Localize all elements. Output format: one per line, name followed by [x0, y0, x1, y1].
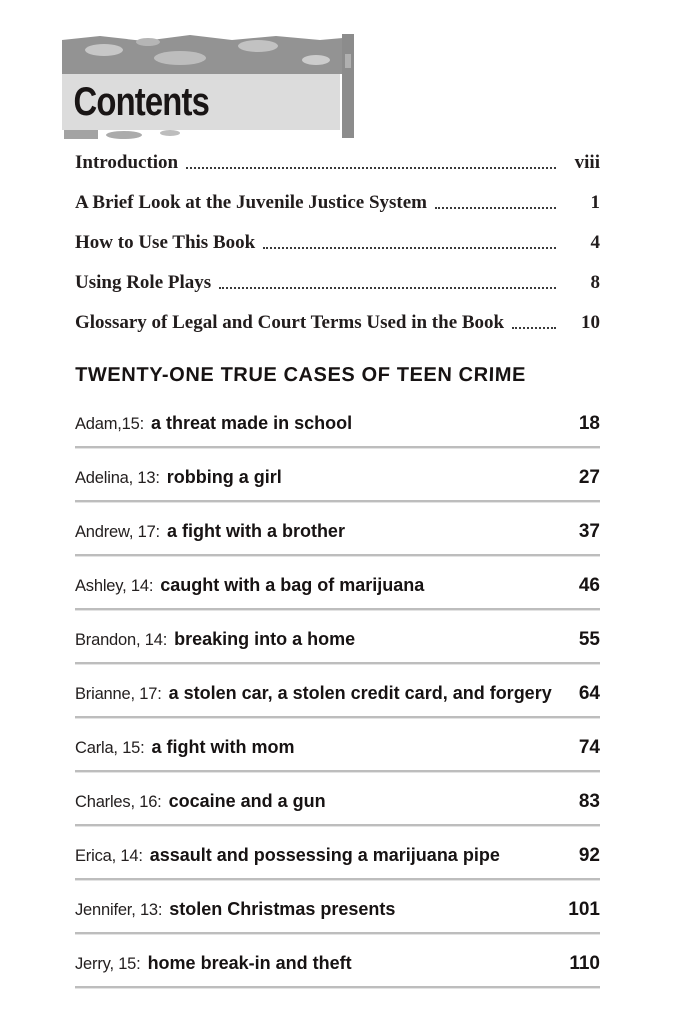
case-page: 101: [568, 899, 600, 920]
case-name: Charles, 16:: [75, 793, 162, 811]
case-title: cocaine and a gun: [168, 791, 326, 811]
toc-entry-page: 4: [590, 232, 600, 253]
case-page: 55: [578, 629, 600, 650]
case-name: Brandon, 14:: [75, 631, 168, 649]
case-row: [75, 467, 600, 502]
case-name: Erica, 14:: [75, 847, 143, 865]
toc-entry-page: 10: [581, 312, 600, 333]
case-name: Andrew, 17:: [75, 523, 160, 541]
case-row: [75, 575, 600, 610]
case-name: Brianne, 17:: [75, 685, 162, 703]
case-page: 46: [578, 575, 600, 596]
section-heading: TWENTY-ONE TRUE CASES OF TEEN CRIME: [74, 364, 527, 386]
case-title: stolen Christmas presents: [169, 899, 396, 919]
title-band: [62, 74, 340, 130]
case-title: a threat made in school: [151, 413, 353, 433]
case-page: 110: [569, 953, 600, 974]
toc-entry: [75, 192, 600, 214]
table-of-contents: [75, 152, 600, 988]
toc-entry-page: 1: [590, 192, 600, 213]
toc-entry: [75, 232, 600, 254]
case-page: 27: [578, 467, 600, 488]
toc-entry-label: How to Use This Book: [75, 232, 256, 253]
toc-entry-label: Introduction: [75, 152, 179, 173]
front-matter-list: [75, 152, 600, 334]
toc-entry-page: viii: [574, 152, 600, 173]
page-title: Contents: [73, 80, 210, 124]
toc-entry-page: 8: [590, 272, 600, 293]
case-title: a stolen car, a stolen credit card, and forgery: [168, 683, 552, 703]
case-title: a fight with a brother: [166, 521, 345, 541]
case-list: [75, 413, 600, 988]
toc-entry-label: Glossary of Legal and Court Terms Used in the Book: [75, 312, 505, 333]
case-page: 37: [578, 521, 600, 542]
toc-entry: [75, 152, 600, 174]
case-name: Carla, 15:: [75, 739, 145, 757]
dot-leader: [435, 207, 556, 209]
case-row: [75, 899, 600, 934]
toc-entry-label: A Brief Look at the Juvenile Justice System: [75, 192, 428, 213]
case-title: home break-in and theft: [147, 953, 352, 973]
case-title: robbing a girl: [166, 467, 282, 487]
dot-leader: [186, 167, 556, 169]
case-name: Jerry, 15:: [75, 955, 141, 973]
case-page: 92: [578, 845, 600, 866]
toc-entry-label: Using Role Plays: [75, 272, 212, 293]
case-row: [75, 413, 600, 448]
case-row: [75, 845, 600, 880]
case-name: Adam,15:: [75, 415, 145, 433]
case-row: [75, 521, 600, 556]
case-page: 64: [578, 683, 600, 704]
case-row: [75, 629, 600, 664]
case-title: a fight with mom: [151, 737, 295, 757]
case-title: assault and possessing a marijuana pipe: [149, 845, 500, 865]
toc-entry: [75, 272, 600, 294]
case-page: 83: [578, 791, 600, 812]
toc-entry: [75, 312, 600, 334]
case-row: [75, 683, 600, 718]
case-row: [75, 791, 600, 826]
case-name: Ashley, 14:: [75, 577, 154, 595]
dot-leader: [263, 247, 556, 249]
contents-header: [62, 34, 354, 144]
case-page: 74: [578, 737, 600, 758]
case-name: Jennifer, 13:: [75, 901, 163, 919]
case-name: Adelina, 13:: [75, 469, 160, 487]
case-row: [75, 737, 600, 772]
case-title: breaking into a home: [174, 629, 356, 649]
case-title: caught with a bag of marijuana: [160, 575, 425, 595]
dot-leader: [219, 287, 556, 289]
case-row: [75, 953, 600, 988]
dot-leader: [512, 327, 556, 329]
case-page: 18: [578, 413, 600, 434]
